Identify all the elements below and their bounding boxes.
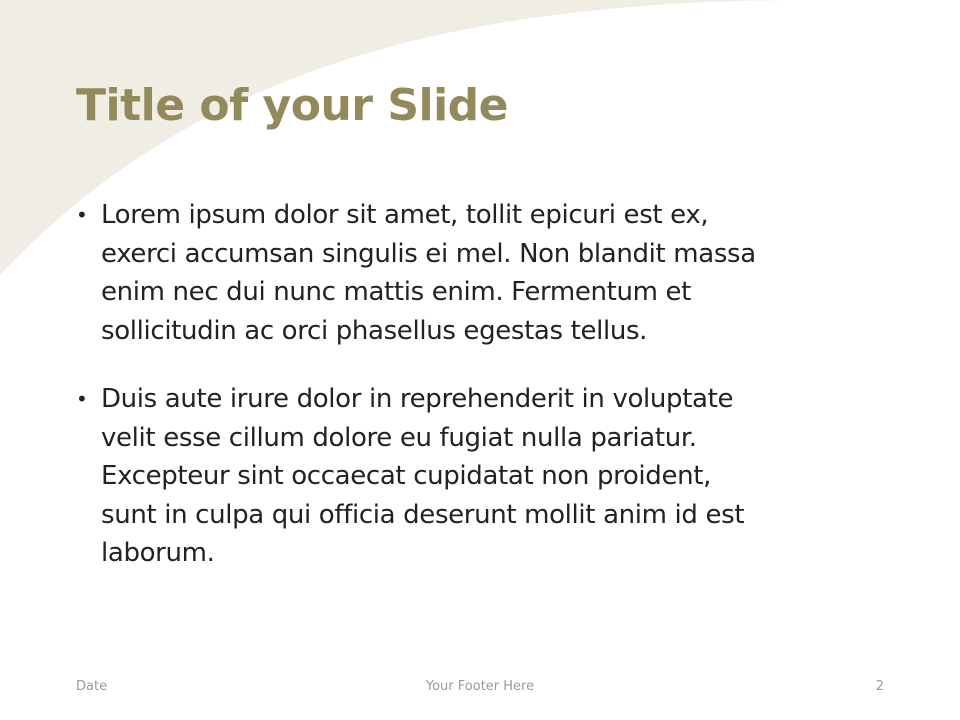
bullet-item [76,196,876,350]
bullet-line: sollicitudin ac orci phasellus egestas tellus. [101,315,648,346]
slide-number: 2 [875,679,884,694]
bullet-line: velit esse cillum dolore eu fugiat nulla pariatur. [101,422,697,453]
bullet-icon: • [76,387,88,411]
bullet-item [76,380,876,573]
bullet-icon: • [76,203,88,227]
bullet-line: Excepteur sint occaecat cupidatat non proident, [101,461,711,491]
bullet-line: Lorem ipsum dolor sit amet, tollit epicuri est ex, [101,200,709,230]
bullet-line: enim nec dui nunc mattis enim. Fermentum et [101,277,691,307]
footer-text: Your Footer Here [425,679,535,694]
bullet-line: exerci accumsan singulis ei mel. Non blandit massa [101,238,756,269]
bullet-line: sunt in culpa qui officia deserunt mollit anim id est [101,499,745,530]
slide-title: Title of your Slide [76,80,509,131]
footer-date: Date [76,679,108,694]
bullet-line: Duis aute irure dolor in reprehenderit in voluptate [101,384,734,414]
bullet-list [76,196,876,603]
bullet-line: laborum. [101,538,215,568]
